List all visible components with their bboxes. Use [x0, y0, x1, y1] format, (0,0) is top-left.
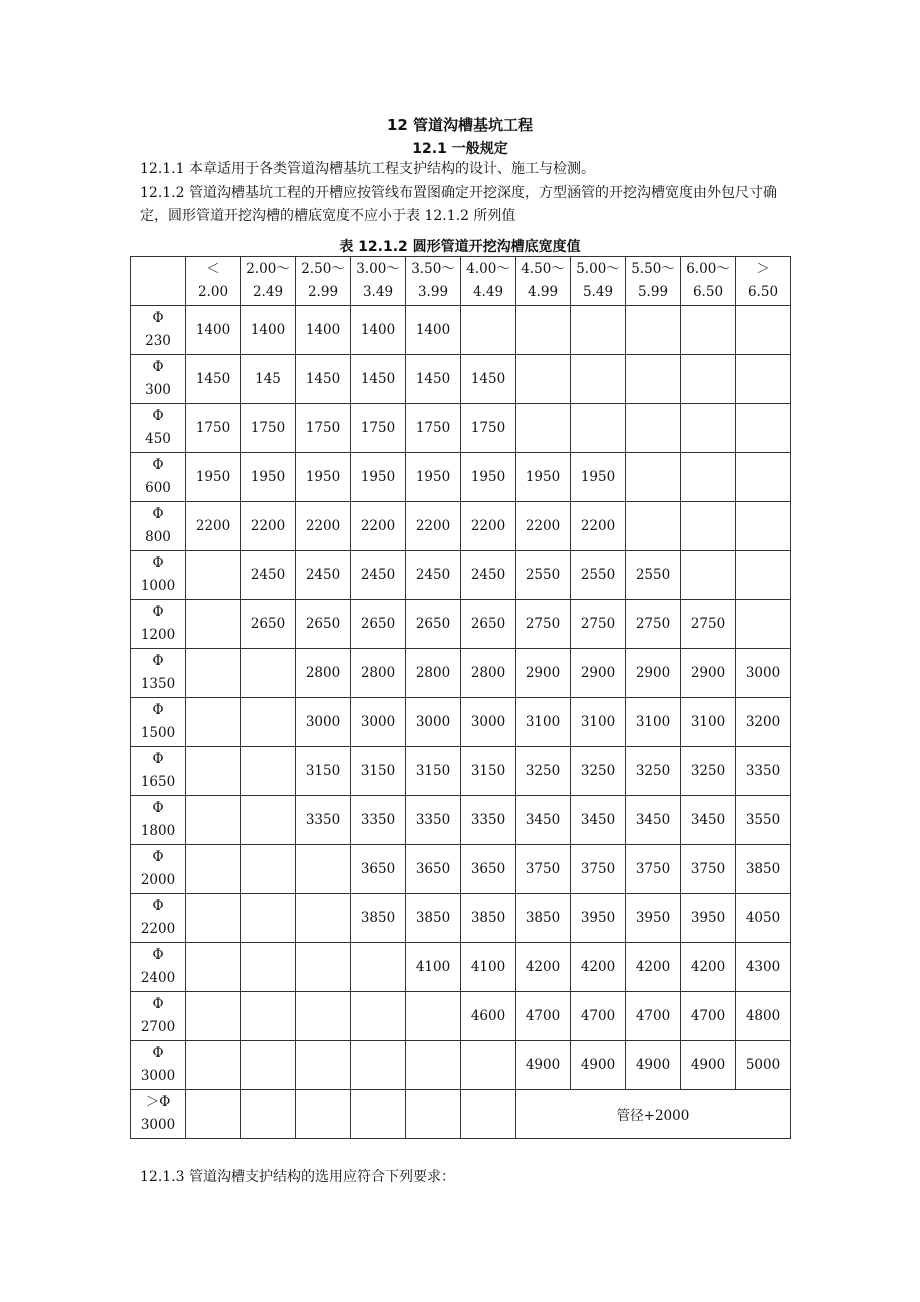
table-row [131, 845, 791, 894]
width-value-cell: 2450 [351, 551, 406, 600]
diameter-symbol: Φ [152, 457, 164, 473]
width-value-cell [681, 355, 736, 404]
width-value-cell [186, 1041, 241, 1090]
width-value-cell: 3250 [681, 747, 736, 796]
width-value-cell [351, 1090, 406, 1139]
width-value-cell: 2200 [461, 502, 516, 551]
width-value-cell: 3550 [736, 796, 791, 845]
table-row [131, 747, 791, 796]
width-value-cell: 2200 [516, 502, 571, 551]
width-value-cell: 1450 [461, 355, 516, 404]
width-value-cell [241, 845, 296, 894]
table-row [131, 894, 791, 943]
width-value-cell [571, 306, 626, 355]
width-value-cell: 2800 [351, 649, 406, 698]
table-row [131, 551, 791, 600]
header-depth-range [516, 257, 571, 306]
pipe-diameter-label [131, 796, 186, 845]
table-row [131, 306, 791, 355]
header-line-2: 6.50 [747, 284, 779, 300]
width-value-cell [241, 1090, 296, 1139]
width-value-cell: 4300 [736, 943, 791, 992]
width-value-cell [241, 894, 296, 943]
width-value-cell: 145 [241, 355, 296, 404]
width-value-cell: 3450 [681, 796, 736, 845]
width-value-cell: 2750 [681, 600, 736, 649]
diameter-symbol: Φ [152, 1045, 164, 1061]
width-value-cell [186, 894, 241, 943]
width-value-cell: 4100 [461, 943, 516, 992]
header-line-2: 4.99 [527, 284, 559, 300]
width-value-cell: 3100 [516, 698, 571, 747]
width-value-cell: 2650 [241, 600, 296, 649]
width-value-cell: 2900 [626, 649, 681, 698]
width-value-cell: 2750 [571, 600, 626, 649]
diameter-symbol: Φ [152, 359, 164, 375]
width-value-cell: 1750 [296, 404, 351, 453]
width-value-cell [516, 306, 571, 355]
pipe-diameter-label [131, 698, 186, 747]
width-value-cell: 4700 [571, 992, 626, 1041]
width-value-cell: 3350 [736, 747, 791, 796]
width-value-cell [186, 1090, 241, 1139]
width-value-cell [186, 649, 241, 698]
width-value-cell [186, 796, 241, 845]
width-value-cell: 3450 [516, 796, 571, 845]
pipe-diameter-label [131, 943, 186, 992]
width-value-cell: 4900 [626, 1041, 681, 1090]
width-value-cell: 3750 [516, 845, 571, 894]
width-value-cell: 1950 [296, 453, 351, 502]
width-value-cell: 4050 [736, 894, 791, 943]
table-row [131, 698, 791, 747]
width-value-cell: 3150 [406, 747, 461, 796]
width-value-cell [186, 992, 241, 1041]
diameter-symbol: Φ [152, 800, 164, 816]
header-line-1: ＜ [206, 261, 220, 277]
diameter-value: 1350 [140, 676, 176, 692]
width-value-cell: 2200 [351, 502, 406, 551]
width-value-cell [571, 404, 626, 453]
header-depth-range [681, 257, 736, 306]
diameter-value: 3000 [140, 1068, 176, 1084]
width-value-cell: 3650 [406, 845, 461, 894]
diameter-value: 300 [145, 382, 171, 398]
width-value-cell: 2200 [406, 502, 461, 551]
width-value-cell: 2200 [571, 502, 626, 551]
diameter-value: 1000 [140, 578, 176, 594]
header-depth-range [626, 257, 681, 306]
width-value-cell [186, 943, 241, 992]
width-value-cell: 3250 [571, 747, 626, 796]
header-corner-cell [131, 257, 186, 306]
header-depth-range [351, 257, 406, 306]
width-value-cell [241, 698, 296, 747]
paragraph-12-1-3: 12.1.3 管道沟槽支护结构的选用应符合下列要求： [140, 1169, 455, 1185]
width-value-cell: 5000 [736, 1041, 791, 1090]
width-value-cell: 3750 [571, 845, 626, 894]
width-value-cell [296, 845, 351, 894]
width-value-cell: 1950 [571, 453, 626, 502]
width-value-cell [351, 943, 406, 992]
diameter-value: 600 [145, 480, 171, 496]
width-value-cell: 4800 [736, 992, 791, 1041]
diameter-value: 2700 [140, 1019, 176, 1035]
table-row [131, 796, 791, 845]
width-value-cell: 1950 [461, 453, 516, 502]
diameter-value: 1500 [140, 725, 176, 741]
width-value-cell: 2800 [461, 649, 516, 698]
header-line-2: 3.99 [417, 284, 449, 300]
diameter-symbol: Φ [152, 947, 164, 963]
width-value-cell: 4900 [571, 1041, 626, 1090]
width-value-cell [681, 306, 736, 355]
width-value-cell [736, 355, 791, 404]
header-line-2: 3.49 [362, 284, 394, 300]
width-value-cell: 4700 [681, 992, 736, 1041]
diameter-symbol: Φ [152, 751, 164, 767]
width-value-cell: 1450 [406, 355, 461, 404]
width-value-cell [736, 453, 791, 502]
width-value-cell [681, 453, 736, 502]
width-value-cell: 3000 [296, 698, 351, 747]
width-value-cell [736, 404, 791, 453]
header-depth-range [241, 257, 296, 306]
width-value-cell: 3100 [681, 698, 736, 747]
header-depth-range [736, 257, 791, 306]
header-line-2: 2.49 [252, 284, 284, 300]
width-value-cell: 2200 [186, 502, 241, 551]
width-value-cell: 2450 [461, 551, 516, 600]
merged-formula-cell: 管径+2000 [516, 1090, 791, 1139]
width-value-cell: 4900 [516, 1041, 571, 1090]
width-value-cell [681, 502, 736, 551]
width-value-cell: 2750 [626, 600, 681, 649]
diameter-value: 2000 [140, 872, 176, 888]
width-value-cell [241, 992, 296, 1041]
diameter-symbol: Φ [152, 604, 164, 620]
diameter-symbol: Φ [152, 996, 164, 1012]
width-value-cell: 3150 [461, 747, 516, 796]
width-value-cell: 2650 [351, 600, 406, 649]
pipe-diameter-label [131, 894, 186, 943]
diameter-symbol: ＞Φ [145, 1094, 171, 1110]
width-value-cell [681, 551, 736, 600]
width-value-cell: 3100 [571, 698, 626, 747]
pipe-diameter-label [131, 1090, 186, 1139]
header-line-1: ＞ [756, 261, 770, 277]
width-value-cell [241, 943, 296, 992]
width-value-cell: 4700 [626, 992, 681, 1041]
width-value-cell: 3150 [351, 747, 406, 796]
width-value-cell [736, 551, 791, 600]
chapter-heading: 12 管道沟槽基坑工程 [386, 116, 534, 134]
diameter-value: 2400 [140, 970, 176, 986]
diameter-value: 1650 [140, 774, 176, 790]
width-value-cell: 2550 [516, 551, 571, 600]
header-line-1: 2.00～ [246, 261, 290, 277]
width-value-cell: 3650 [351, 845, 406, 894]
width-value-cell: 1750 [461, 404, 516, 453]
width-value-cell: 3950 [571, 894, 626, 943]
width-value-cell: 2550 [626, 551, 681, 600]
width-value-cell: 2450 [296, 551, 351, 600]
table-row [131, 453, 791, 502]
diameter-value: 800 [145, 529, 171, 545]
header-depth-range [406, 257, 461, 306]
width-value-cell [461, 306, 516, 355]
width-value-cell [296, 1041, 351, 1090]
diameter-symbol: Φ [152, 653, 164, 669]
width-value-cell: 3750 [626, 845, 681, 894]
width-value-cell: 3850 [736, 845, 791, 894]
width-value-cell [461, 1090, 516, 1139]
pipe-diameter-label [131, 404, 186, 453]
header-line-1: 6.00～ [686, 261, 730, 277]
width-value-cell: 2650 [406, 600, 461, 649]
header-line-1: 3.00～ [356, 261, 400, 277]
width-value-cell: 3350 [461, 796, 516, 845]
width-value-cell: 3350 [406, 796, 461, 845]
header-line-1: 5.50～ [631, 261, 675, 277]
width-value-cell: 3200 [736, 698, 791, 747]
width-value-cell: 2200 [296, 502, 351, 551]
width-value-cell: 4100 [406, 943, 461, 992]
table-row [131, 600, 791, 649]
width-value-cell [681, 404, 736, 453]
width-value-cell: 3150 [296, 747, 351, 796]
width-value-cell: 4200 [571, 943, 626, 992]
width-value-cell: 1950 [406, 453, 461, 502]
width-value-cell: 1450 [186, 355, 241, 404]
table-row [131, 649, 791, 698]
width-value-cell [516, 404, 571, 453]
width-value-cell [626, 453, 681, 502]
pipe-diameter-label [131, 1041, 186, 1090]
width-value-cell: 3350 [351, 796, 406, 845]
width-value-cell: 3250 [626, 747, 681, 796]
width-value-cell: 2450 [241, 551, 296, 600]
width-value-cell: 3850 [406, 894, 461, 943]
table-row [131, 404, 791, 453]
diameter-symbol: Φ [152, 408, 164, 424]
table-header-row [131, 257, 791, 306]
width-value-cell: 3850 [351, 894, 406, 943]
pipe-diameter-label [131, 551, 186, 600]
width-value-cell: 1750 [406, 404, 461, 453]
width-value-cell [296, 1090, 351, 1139]
header-line-1: 2.50～ [301, 261, 345, 277]
width-value-cell: 3450 [626, 796, 681, 845]
width-value-cell: 3850 [461, 894, 516, 943]
table-row-last [131, 1090, 791, 1139]
width-value-cell: 2450 [406, 551, 461, 600]
width-value-cell: 4900 [681, 1041, 736, 1090]
width-value-cell: 3000 [736, 649, 791, 698]
diameter-symbol: Φ [152, 702, 164, 718]
width-value-cell [296, 894, 351, 943]
width-value-cell [296, 943, 351, 992]
header-line-2: 6.50 [692, 284, 724, 300]
header-line-2: 4.49 [472, 284, 504, 300]
width-value-cell: 3000 [461, 698, 516, 747]
width-value-cell: 3850 [516, 894, 571, 943]
diameter-value: 2200 [140, 921, 176, 937]
table-caption: 表 12.1.2 圆形管道开挖沟槽底宽度值 [339, 239, 581, 255]
pipe-diameter-label [131, 502, 186, 551]
table-row [131, 943, 791, 992]
header-line-2: 2.00 [197, 284, 229, 300]
width-value-cell: 1750 [351, 404, 406, 453]
width-value-cell [736, 502, 791, 551]
header-depth-range [461, 257, 516, 306]
width-value-cell: 3250 [516, 747, 571, 796]
diameter-symbol: Φ [152, 555, 164, 571]
width-value-cell [406, 992, 461, 1041]
header-line-1: 3.50～ [411, 261, 455, 277]
width-value-cell: 1400 [241, 306, 296, 355]
width-value-cell [571, 355, 626, 404]
width-value-cell: 1750 [186, 404, 241, 453]
width-value-cell [296, 992, 351, 1041]
trench-width-table [130, 256, 791, 1139]
pipe-diameter-label [131, 747, 186, 796]
diameter-value: 1800 [140, 823, 176, 839]
diameter-symbol: Φ [152, 310, 164, 326]
diameter-symbol: Φ [152, 898, 164, 914]
width-value-cell [626, 404, 681, 453]
width-value-cell: 1400 [351, 306, 406, 355]
width-value-cell: 3000 [351, 698, 406, 747]
width-value-cell: 2650 [296, 600, 351, 649]
width-value-cell [186, 747, 241, 796]
width-value-cell: 3450 [571, 796, 626, 845]
width-value-cell: 1950 [241, 453, 296, 502]
paragraph-12-1-2: 12.1.2 管道沟槽基坑工程的开槽应按管线布置图确定开挖深度，方型涵管的开挖沟槽宽度由外包尺寸确定，圆形管道开挖沟槽的槽底宽度不应小于表 12.1.2 所列值 [140, 185, 777, 224]
width-value-cell: 4200 [626, 943, 681, 992]
width-value-cell [626, 355, 681, 404]
diameter-symbol: Φ [152, 506, 164, 522]
table-row [131, 502, 791, 551]
width-value-cell [736, 306, 791, 355]
pipe-diameter-label [131, 992, 186, 1041]
width-value-cell [406, 1090, 461, 1139]
width-value-cell [626, 306, 681, 355]
diameter-symbol: Φ [152, 849, 164, 865]
header-depth-range [186, 257, 241, 306]
width-value-cell [186, 845, 241, 894]
width-value-cell [241, 1041, 296, 1090]
width-value-cell: 1400 [186, 306, 241, 355]
width-value-cell: 3350 [296, 796, 351, 845]
header-line-1: 4.00～ [466, 261, 510, 277]
width-value-cell: 3100 [626, 698, 681, 747]
width-value-cell: 4700 [516, 992, 571, 1041]
paragraph-12-1-1: 12.1.1 本章适用于各类管道沟槽基坑工程支护结构的设计、施工与检测。 [140, 161, 595, 177]
pipe-diameter-label [131, 355, 186, 404]
width-value-cell: 3000 [406, 698, 461, 747]
pipe-diameter-label [131, 306, 186, 355]
header-line-2: 5.99 [637, 284, 669, 300]
width-value-cell [461, 1041, 516, 1090]
width-value-cell: 3750 [681, 845, 736, 894]
diameter-value: 1200 [140, 627, 176, 643]
header-line-2: 5.49 [582, 284, 614, 300]
header-line-2: 2.99 [307, 284, 339, 300]
width-value-cell [626, 502, 681, 551]
table-row [131, 1041, 791, 1090]
width-value-cell: 2200 [241, 502, 296, 551]
width-value-cell [186, 600, 241, 649]
width-value-cell: 1400 [406, 306, 461, 355]
pipe-diameter-label [131, 845, 186, 894]
width-value-cell [186, 551, 241, 600]
width-value-cell [241, 649, 296, 698]
pipe-diameter-label [131, 649, 186, 698]
section-heading: 12.1 一般规定 [412, 141, 508, 157]
width-value-cell: 2800 [406, 649, 461, 698]
width-value-cell: 1750 [241, 404, 296, 453]
width-value-cell: 2900 [681, 649, 736, 698]
table-row [131, 992, 791, 1041]
width-value-cell [351, 992, 406, 1041]
width-value-cell [351, 1041, 406, 1090]
diameter-value: 3000 [140, 1117, 176, 1133]
header-depth-range [571, 257, 626, 306]
width-value-cell: 2750 [516, 600, 571, 649]
width-value-cell: 1950 [516, 453, 571, 502]
width-value-cell: 2550 [571, 551, 626, 600]
width-value-cell [516, 355, 571, 404]
table-row [131, 355, 791, 404]
width-value-cell [736, 600, 791, 649]
width-value-cell: 2650 [461, 600, 516, 649]
width-value-cell [241, 747, 296, 796]
width-value-cell: 2900 [516, 649, 571, 698]
width-value-cell: 1400 [296, 306, 351, 355]
pipe-diameter-label [131, 600, 186, 649]
header-line-1: 4.50～ [521, 261, 565, 277]
width-value-cell: 4600 [461, 992, 516, 1041]
width-value-cell: 2900 [571, 649, 626, 698]
width-value-cell: 3650 [461, 845, 516, 894]
header-line-1: 5.00～ [576, 261, 620, 277]
width-value-cell: 3950 [681, 894, 736, 943]
header-depth-range [296, 257, 351, 306]
width-value-cell: 1450 [296, 355, 351, 404]
width-value-cell: 4200 [681, 943, 736, 992]
pipe-diameter-label [131, 453, 186, 502]
width-value-cell: 1950 [186, 453, 241, 502]
diameter-value: 450 [145, 431, 171, 447]
width-value-cell: 1950 [351, 453, 406, 502]
width-value-cell: 4200 [516, 943, 571, 992]
width-value-cell [406, 1041, 461, 1090]
width-value-cell: 1450 [351, 355, 406, 404]
width-value-cell: 3950 [626, 894, 681, 943]
width-value-cell [186, 698, 241, 747]
width-value-cell: 2800 [296, 649, 351, 698]
diameter-value: 230 [145, 333, 171, 349]
width-value-cell [241, 796, 296, 845]
